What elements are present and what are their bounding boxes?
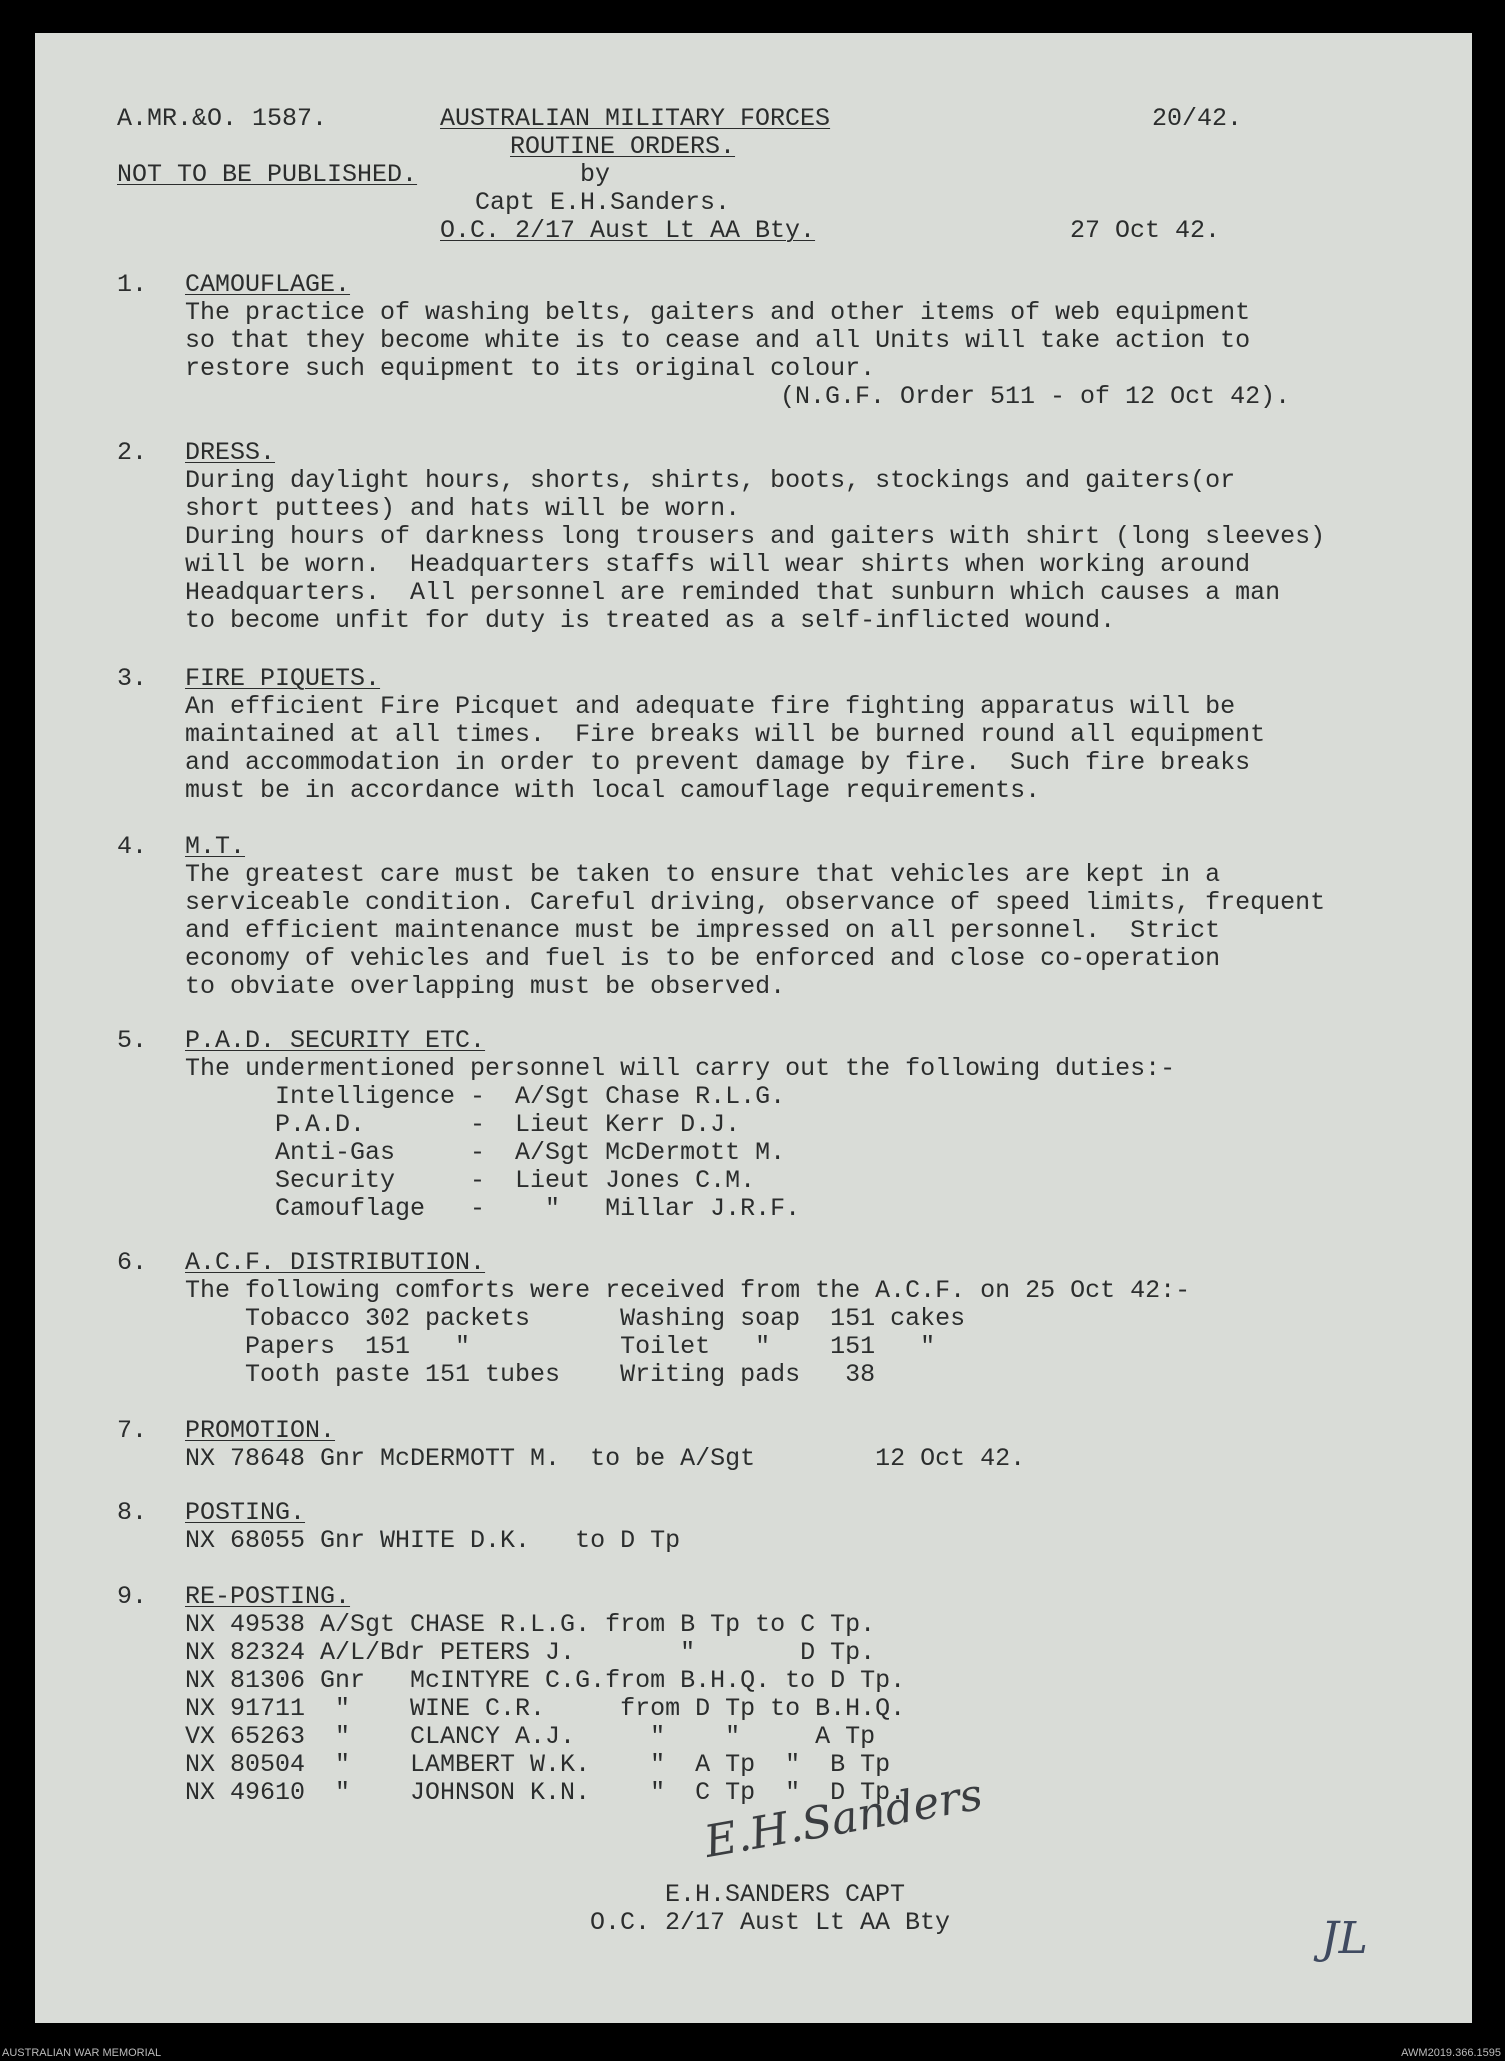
item-line: NX 78648 Gnr McDERMOTT M. to be A/Sgt 12 Oct 42. [185,1444,1026,1473]
item-heading: A.C.F. DISTRIBUTION. [185,1248,486,1277]
issuing-unit: O.C. 2/17 Aust Lt AA Bty. [440,216,816,245]
handwritten-signature: E.H.Sanders [700,1768,987,1869]
item-heading: DRESS. [185,438,276,467]
archive-reference: AWM2019.366.1595 [1401,2047,1501,2059]
item-line: VX 65263 " CLANCY A.J. " " A Tp [185,1722,876,1751]
item-line: Camouflage - " Millar J.R.F. [185,1194,801,1223]
item-line: Security - Lieut Jones C.M. [185,1166,756,1195]
item-line: economy of vehicles and fuel is to be enforced and close co-operation [185,944,1221,973]
routine-orders-title: ROUTINE ORDERS. [510,132,736,161]
item-number: 7. [117,1416,148,1445]
item-line: to obviate overlapping must be observed. [185,972,786,1001]
item-number: 6. [117,1248,148,1277]
item-line: serviceable condition. Careful driving, observance of speed limits, frequent [185,888,1326,917]
organisation-title: AUSTRALIAN MILITARY FORCES [440,104,831,133]
handwritten-initials: JL [1321,1913,1368,1964]
item-line: Anti-Gas - A/Sgt McDermott M. [185,1138,786,1167]
item-line: maintained at all times. Fire breaks will be burned round all equipment [185,720,1266,749]
item-line: NX 68055 Gnr WHITE D.K. to D Tp [185,1526,681,1555]
item-line: During daylight hours, shorts, shirts, boots, stockings and gaiters(or [185,466,1236,495]
item-heading: RE-POSTING. [185,1582,351,1611]
item-heading: FIRE PIQUETS. [185,664,381,693]
not-published-notice: NOT TO BE PUBLISHED. [117,160,418,189]
document-page [35,33,1472,2023]
item-line: P.A.D. - Lieut Kerr D.J. [185,1110,741,1139]
issuing-officer: Capt E.H.Sanders. [475,188,731,217]
by-label: by [580,160,611,189]
item-line: and efficient maintenance must be impressed on all personnel. Strict [185,916,1221,945]
item-line: Tooth paste 151 tubes Writing pads 38 [185,1360,876,1389]
item-number: 3. [117,664,148,693]
item-line: The practice of washing belts, gaiters and other items of web equipment [185,298,1251,327]
item-line: The following comforts were received from the A.C.F. on 25 Oct 42:- [185,1276,1191,1305]
item-heading: CAMOUFLAGE. [185,270,351,299]
item-line: Papers 151 " Toilet " 151 " [185,1332,936,1361]
item-number: 5. [117,1026,148,1055]
signatory-unit: O.C. 2/17 Aust Lt AA Bty [590,1908,951,1937]
order-reference: A.MR.&O. 1587. [117,104,328,133]
item-line: The greatest care must be taken to ensure that vehicles are kept in a [185,860,1221,889]
item-number: 1. [117,270,148,299]
item-line: Headquarters. All personnel are reminded that sunburn which causes a man [185,578,1281,607]
item-number: 9. [117,1582,148,1611]
item-line: Tobacco 302 packets Washing soap 151 cakes [185,1304,966,1333]
item-line: During hours of darkness long trousers and gaiters with shirt (long sleeves) [185,522,1326,551]
item-line: NX 81306 Gnr McINTYRE C.G.from B.H.Q. to D Tp. [185,1666,906,1695]
item-line: short puttees) and hats will be worn. [185,494,741,523]
item-line: restore such equipment to its original colour. [185,354,876,383]
item-heading: P.A.D. SECURITY ETC. [185,1026,486,1055]
item-line: and accommodation in order to prevent damage by fire. Such fire breaks [185,748,1251,777]
item-line: will be worn. Headquarters staffs will wear shirts when working around [185,550,1251,579]
item-line: NX 82324 A/L/Bdr PETERS J. " D Tp. [185,1638,876,1667]
item-line: The undermentioned personnel will carry out the following duties:- [185,1054,1176,1083]
item-heading: POSTING. [185,1498,306,1527]
item-line: to become unfit for duty is treated as a self-inflicted wound. [185,606,1116,635]
item-line: NX 91711 " WINE C.R. from D Tp to B.H.Q. [185,1694,906,1723]
order-date: 27 Oct 42. [1070,216,1221,245]
item-line: (N.G.F. Order 511 - of 12 Oct 42). [780,382,1291,411]
item-line: must be in accordance with local camouflage requirements. [185,776,1041,805]
item-line: NX 80504 " LAMBERT W.K. " A Tp " B Tp [185,1750,891,1779]
item-line: so that they become white is to cease and all Units will take action to [185,326,1251,355]
archive-credit: AUSTRALIAN WAR MEMORIAL [2,2047,162,2059]
item-number: 8. [117,1498,148,1527]
item-heading: M.T. [185,832,246,861]
item-line: Intelligence - A/Sgt Chase R.L.G. [185,1082,786,1111]
item-line: An efficient Fire Picquet and adequate fire fighting apparatus will be [185,692,1236,721]
item-line: NX 49610 " JOHNSON K.N. " C Tp " D Tp. [185,1778,906,1807]
item-line: NX 49538 A/Sgt CHASE R.L.G. from B Tp to C Tp. [185,1610,876,1639]
item-number: 4. [117,832,148,861]
item-number: 2. [117,438,148,467]
signatory-name: E.H.SANDERS CAPT [665,1880,906,1909]
item-heading: PROMOTION. [185,1416,336,1445]
order-number: 20/42. [1152,104,1243,133]
